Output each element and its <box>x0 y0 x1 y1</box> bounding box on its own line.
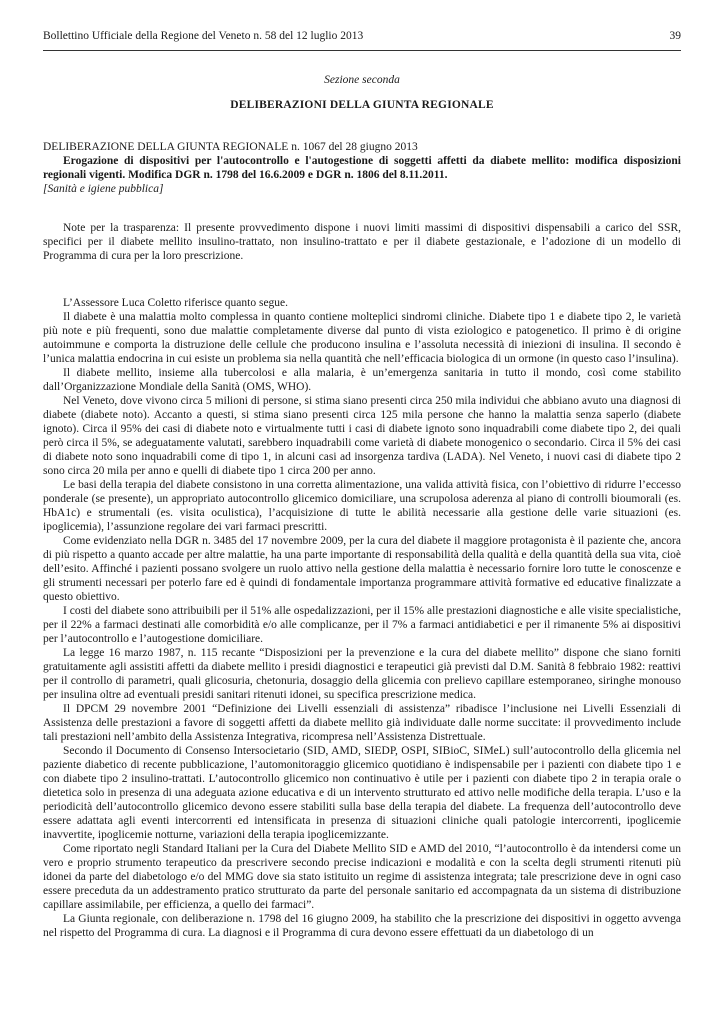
page-header <box>43 28 681 44</box>
paragraph: Secondo il Documento di Consenso Intersocietario (SID, AMD, SIEDP, OSPI, SIBioC, SIMeL) sull’autocontrollo della glicemia nel paziente diabetico di recente pubblicazione, l’automonitoraggio glicemico quotidiano è indispensabile per i pazienti con diabete tipo 1 e con diabete tipo 2 insulino-trattati. L’autocontrollo glicemico non continuativo è utile per i pazienti con diabete tipo 2 in terapia orale o dietetica solo in presenza di una adeguata azione educativa e di un intervento strutturato ed attivo nelle modifiche della terapia. L’uso e la periodicità dell’autocontrollo glicemico devono essere stabiliti sulla base della terapia del diabete. La frequenza dell’autocontrollo deve essere adattata agli eventi intercorrenti ed intensificata in presenza di situazioni cliniche quali patologie intercorrenti, ipoglicemie inavvertite, ipoglicemie notturne, variazioni della terapia ipoglicemizzante. <box>43 745 681 841</box>
paragraph: Nel Veneto, dove vivono circa 5 milioni di persone, si stima siano presenti circa 250 mila individui che abbiano avuto una diagnosi di diabete (diabete noto). Accanto a questi, si stima siano presenti circa 125 mila persone che hanno la malattia senza saperlo (diabete ignoto). Circa il 95% dei casi di diabete noto e virtualmente tutti i casi di diabete ignoto sono inquadrabili come diabete tipo 2, dei quali però circa il 5%, se adeguatamente valutati, sarebbero inquadrabili come varietà di diabete monogenico o secondario. Circa il 5% dei casi di diabete noto sono inquadrabili come di tipo 1, in alcuni casi ad insorgenza tardiva (LADA). Nel Veneto, i nuovi casi di diabete tipo 2 sono circa 20 mila per anno e quelli di diabete tipo 1 circa 200 per anno. <box>43 395 681 477</box>
paragraph: Il DPCM 29 novembre 2001 “Definizione dei Livelli essenziali di assistenza” ribadisce l’inclusione nei Livelli Essenziali di Assistenza delle prestazioni a favore di soggetti affetti da diabete mellito già individuate dalle norme succitate: il provvedimento include tali prestazioni nell’ambito della Assistenza Integrativa, ricompresa nell’Assistenza Distrettuale. <box>43 703 681 743</box>
paragraph: Come evidenziato nella DGR n. 3485 del 17 novembre 2009, per la cura del diabete il maggiore protagonista è il paziente che, ancora di più rispetto a quanto accade per altre malattie, ha una parte importante di responsabilità della qualità e della quantità della sua vita, cioè dell’esito. Affinché i pazienti possano svolgere un ruolo attivo nella gestione della malattia è necessario fornire loro tutte le conoscenze e gli strumenti necessari per poterlo fare ed è quindi di fondamentale importanza programmare attività formative ed educative finalizzate a questo obiettivo. <box>43 535 681 603</box>
header-rule <box>43 50 681 51</box>
paragraph: Le basi della terapia del diabete consistono in una corretta alimentazione, una valida attività fisica, con l’obiettivo di ridurre l’eccesso ponderale (se presente), un appropriato autocontrollo glicemico domiciliare, una scrupolosa aderenza al piano di controlli bioumorali (es. HbA1c) e strumentali (es. visita oculistica), l’acquisizione di tutte le abilità necessarie alla gestione delle varie situazioni (es. ipoglicemia), l’assunzione regolare dei vari farmaci prescritti. <box>43 479 681 533</box>
deliberation-category: [Sanità e igiene pubblica] <box>43 183 164 195</box>
deliberation-title: Erogazione di dispositivi per l'autocontrollo e l'autogestione di soggetti affetti da diabete mellito: modifica disposizioni regionali vigenti. Modifica DGR n. 1798 del 16.6.2009 e DGR n. 1806 del 8.11.2011. <box>43 155 681 181</box>
section-heading: DELIBERAZIONI DELLA GIUNTA REGIONALE <box>230 99 494 111</box>
paragraph: La legge 16 marzo 1987, n. 115 recante “Disposizioni per la prevenzione e la cura del diabete mellito” dispone che siano forniti gratuitamente agli assistiti affetti da diabete mellito i presidi diagnostici e terapeutici già previsti dal D.M. Sanità 8 febbraio 1982: reattivi per il controllo di parametri, quali glicosuria, chetonuria, dosaggio della glicemia con prelievo capillare estemporaneo, siringhe monouso per insulina oltre ad eventuali presidi sanitari ritenuti idonei, su specifica prescrizione medica. <box>43 647 681 701</box>
paragraph: Come riportato negli Standard Italiani per la Cura del Diabete Mellito SID e AMD del 2010, “l’autocontrollo è da intendersi come un vero e proprio strumento terapeutico da prescrivere secondo precise indicazioni e modalità e con la scelta degli strumenti ritenuti più idonei da parte del diabetologo e/o del MMG dove sia stato istituito un regime di assistenza integrata; tale prescrizione deve in ogni caso essere preceduta da un addestramento pratico strutturato da parte del personale sanitario ed accompagnata da un sistema di distribuzione capillare assimilabile, per efficienza, a quello dei farmaci”. <box>43 843 681 911</box>
section-title: Sezione seconda <box>324 74 400 86</box>
transparency-note: Note per la trasparenza: Il presente provvedimento dispone i nuovi limiti massimi di dispositivi dispensabili a carico del SSR, specifici per il diabete mellito insulino-trattato, non insulino-trattato e per il diabete gestazionale, e l’adozione di un modello di Programma di cura per la loro prescrizione. <box>43 222 681 262</box>
paragraph: I costi del diabete sono attribuibili per il 51% alle ospedalizzazioni, per il 15% alle prestazioni diagnostiche e alle visite specialistiche, per il 22% a farmaci destinati alle comorbidità e/o alle complicanze, per il 7% a farmaci antidiabetici e per il rimanente 5% ai dispositivi per l’autocontrollo e l’autogestione domiciliare. <box>43 605 681 645</box>
deliberation-block <box>43 140 681 196</box>
deliberation-ref: DELIBERAZIONE DELLA GIUNTA REGIONALE n. 1067 del 28 giugno 2013 <box>43 141 418 153</box>
paragraph: Il diabete è una malattia molto complessa in quanto contiene molteplici sindromi cliniche. Diabete tipo 1 e diabete tipo 2, le varietà più note e più frequenti, sono due malattie completamente diverse dal punto di vista eziologico e patogenetico. Il primo è di origine autoimmune e comporta la distruzione delle cellule che producono insulina e l’assoluta necessità di iniezioni di insulina. Il secondo è l’unica malattia endocrina in cui esiste un problema sia nella quantità che nell’efficacia biologica di un ormone (in questo caso l’insulina). <box>43 311 681 365</box>
page-number: 39 <box>669 30 681 42</box>
paragraph: L’Assessore Luca Coletto riferisce quanto segue. <box>63 297 289 309</box>
body-text <box>43 296 681 940</box>
document-page <box>43 28 681 939</box>
publication-title: Bollettino Ufficiale della Regione del Veneto n. 58 del 12 luglio 2013 <box>43 30 364 42</box>
paragraph: La Giunta regionale, con deliberazione n. 1798 del 16 giugno 2009, ha stabilito che la prescrizione dei dispositivi in oggetto avvenga nel rispetto del Programma di cura. La diagnosi e il Programma di cura devono essere effettuati da un diabetologo di un <box>43 913 681 939</box>
paragraph: Il diabete mellito, insieme alla tubercolosi e alla malaria, è un’emergenza sanitaria in tutto il mondo, così come stabilito dall’Organizzazione Mondiale della Sanità (OMS, WHO). <box>43 367 681 393</box>
